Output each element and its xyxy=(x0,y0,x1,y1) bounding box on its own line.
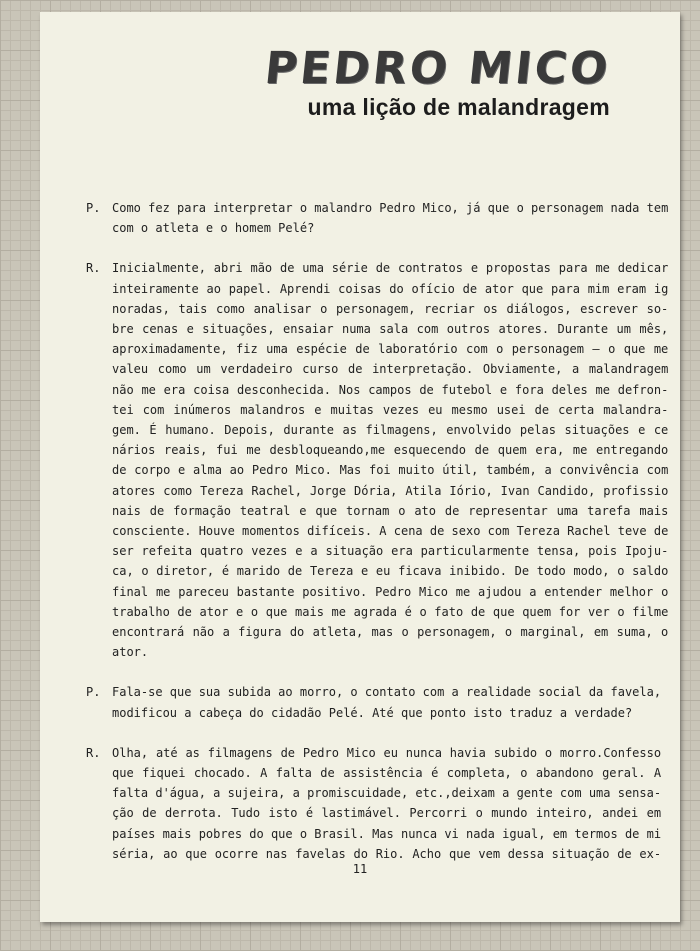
text-line: ser refeita quatro vezes e a situação era particularmente tensa, pois Ipoju- xyxy=(112,544,669,559)
text-line: séria, ao que ocorre nas favelas do Rio. Acho que vem dessa situação de ex- xyxy=(112,846,662,861)
text-line: gem. É humano. Depois, durante as filmagens, envolvido pelas situações e ce xyxy=(112,423,669,438)
article-header xyxy=(262,43,613,121)
article-subtitle: uma lição de malandragem xyxy=(307,94,610,120)
text-line: ator. xyxy=(112,645,149,660)
text-line: nais de formação teatral e que tornam o ato de representar uma tarefa mais xyxy=(112,503,669,518)
question-text xyxy=(112,682,661,722)
answer-text xyxy=(112,743,661,864)
text-line: noradas, tais como analisar o personagem, recriar os diálogos, escrever so- xyxy=(112,301,669,316)
text-line: ca, o diretor, é marido de Tereza e eu ficava inibido. De todo modo, o saldo xyxy=(112,564,669,579)
answer-label: R. xyxy=(86,745,101,760)
article-body xyxy=(86,198,669,884)
answer-block xyxy=(86,258,669,662)
answer-label: R. xyxy=(86,261,101,276)
question-label: P. xyxy=(86,685,101,700)
text-line: inteiramente ao papel. Aprendi coisas do ofício de ator que para mim eram ig xyxy=(112,281,669,296)
text-line: Olha, até as filmagens de Pedro Mico eu nunca havia subido o morro.Confesso xyxy=(112,745,662,760)
text-line: consciente. Houve momentos difíceis. A cena de sexo com Tereza Rachel teve de xyxy=(112,524,669,539)
question-block xyxy=(86,198,669,238)
text-line: modificou a cabeça do cidadão Pelé. Até que ponto isto traduz a verdade? xyxy=(112,705,633,720)
text-line: final me pareceu bastante positivo. Pedro Mico me ajudou a entender melhor o xyxy=(112,584,669,599)
text-line: com o atleta e o homem Pelé? xyxy=(112,221,315,236)
text-line: Como fez para interpretar o malandro Pedro Mico, já que o personagem nada tem xyxy=(112,201,669,215)
text-line: Fala-se que sua subida ao morro, o contato com a realidade social da favela, xyxy=(112,685,662,700)
text-line: falta d'água, a sujeira, a promiscuidade, etc.,deixam a gente com uma sensa- xyxy=(112,786,662,801)
answer-block xyxy=(86,743,662,864)
text-line: de corpo e alma ao Pedro Mico. Mas foi muito útil, também, a convivência com xyxy=(112,463,669,478)
answer-text xyxy=(112,258,668,662)
question-text xyxy=(112,198,668,238)
text-line: bre cenas e situações, ensaiar numa sala com outros atores. Durante um mês, xyxy=(112,322,669,337)
text-line: trabalho de ator e o que mais me agrada é o fato de que quem for ver o filme xyxy=(112,604,669,619)
question-label: P. xyxy=(86,201,101,215)
text-line: tei com inúmeros malandros e muitas vezes eu mesmo usei de certa malandra- xyxy=(112,402,669,417)
text-line: atores como Tereza Rachel, Jorge Dória, Atila Iório, Ivan Candido, profissio xyxy=(112,483,669,498)
page-number: 11 xyxy=(352,862,368,876)
text-line: Inicialmente, abri mão de uma série de contratos e propostas para me dedicar xyxy=(112,261,669,276)
text-line: aproximadamente, fiz uma espécie de laboratório com o personagem — o que me xyxy=(112,342,669,357)
text-line: nários reais, fui me desbloqueando,me esquecendo de quem era, me entregando xyxy=(112,443,669,458)
text-line: encontrará não a figura do atleta, mas o personagem, o marginal, em suma, o xyxy=(112,625,669,640)
text-line: não me era coisa desconhecida. Nos campos de futebol e fora deles me defron- xyxy=(112,382,669,397)
article-title: PEDRO MICO xyxy=(262,43,613,94)
text-line: que fiquei chocado. A falta de assistência é completa, o abandono geral. A xyxy=(112,766,662,781)
text-line: valeu como um verdadeiro curso de interpretação. Obviamente, a malandragem xyxy=(112,362,669,377)
text-line: países mais pobres do que o Brasil. Mas nunca vi nada igual, em termos de mi xyxy=(112,826,662,841)
question-block xyxy=(86,682,662,722)
document-page xyxy=(40,12,680,922)
text-line: ção de derrota. Tudo isto é lastimável. Percorri o mundo inteiro, andei em xyxy=(112,806,662,821)
